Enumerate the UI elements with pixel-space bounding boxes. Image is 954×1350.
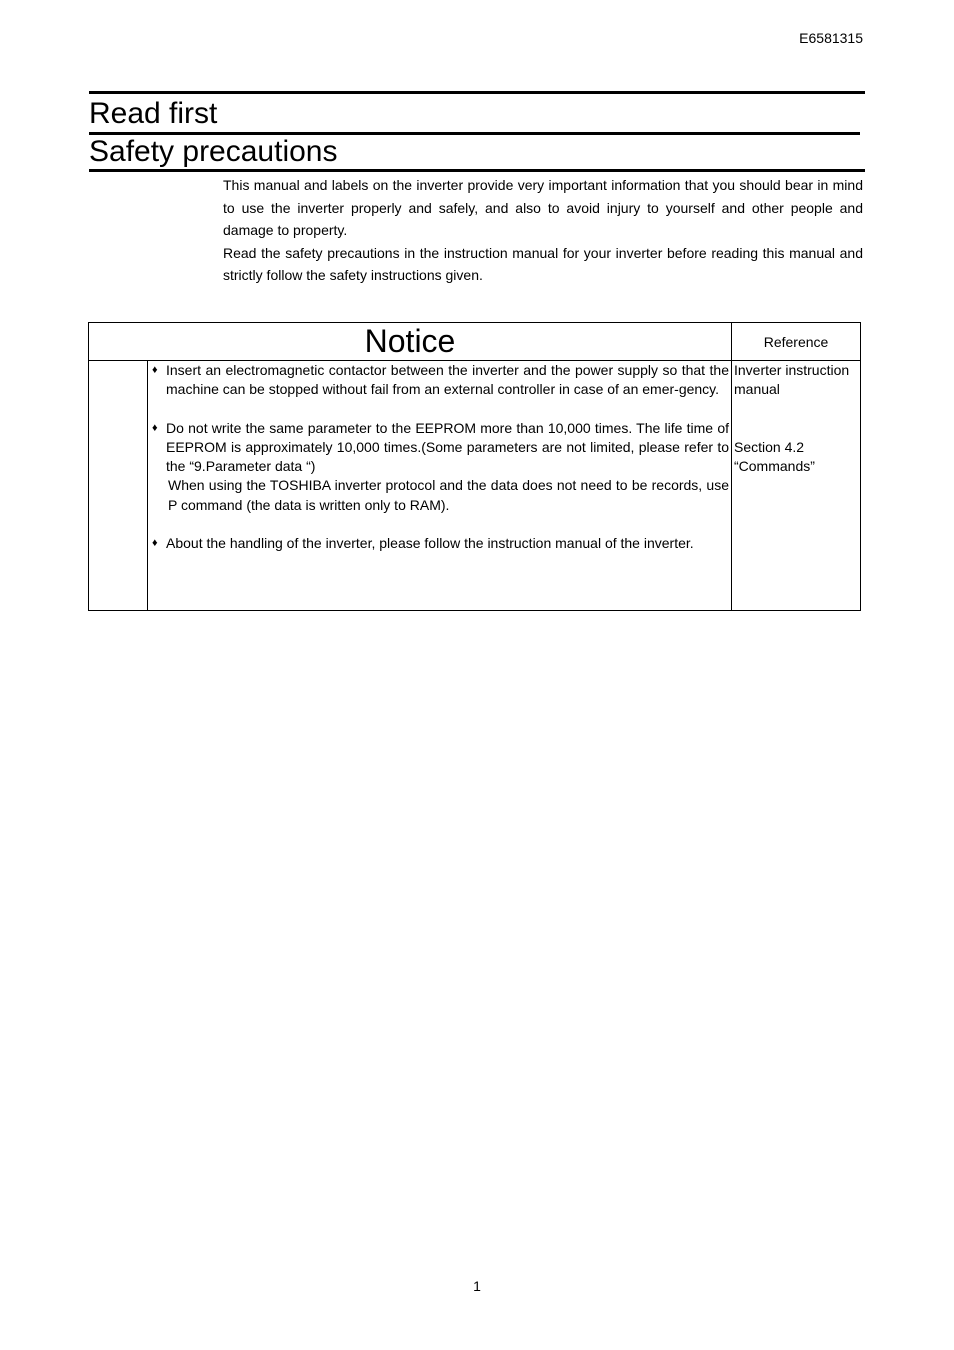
reference-cell [732,361,861,611]
notice-item [148,419,731,515]
notice-heading: Notice [89,323,732,361]
notice-header-row [89,323,861,361]
reference-1-line-1: Inverter instruction [734,362,850,378]
notice-item [148,534,731,553]
page-title-safety-precautions: Safety precautions [89,135,338,168]
reference-1-line-2: manual [734,381,780,398]
notice-item-subtext: When using the TOSHIBA inverter protocol and the data does not need to be records, use P command (the data is written only to RAM). [168,477,729,513]
intro-paragraph-2: Read the safety precautions in the instruction manual for your inverter before reading this manual and strictly follow the safety instructions given. [223,244,863,283]
bullet-diamond-icon: ♦ [152,537,158,550]
bullet-diamond-icon: ♦ [152,364,158,376]
intro-text [223,174,863,287]
notice-item-text: About the handling of the inverter, please follow the instruction manual of the inverter. [166,535,694,552]
notice-body-row [89,361,861,611]
bottom-rule [89,169,865,172]
title-block [89,91,865,172]
symbol-cell [89,361,148,611]
notice-item [148,361,731,400]
notice-item-text: Do not write the same parameter to the EEPROM more than 10,000 times. The life time of EEPROM is approximately 10,000 times.(Some parameters are not limited, please refer to the “9.Parameter data “) [166,419,729,475]
reference-heading: Reference [732,323,861,361]
reference-2-line-1: Section 4.2 [734,439,805,456]
top-rule [89,91,865,94]
intro-paragraph-1: This manual and labels on the inverter provide very important information that you should bear in mind to use the inverter properly and safely, and also to avoid injury to yourself and other people and damage to property. [223,177,863,238]
notice-table [88,322,861,611]
document-id: E6581315 [799,30,863,46]
bullet-diamond-icon: ♦ [152,421,158,434]
page-number: 1 [473,1278,481,1294]
notice-items-cell [148,361,732,611]
notice-item-text: Insert an electromagnetic contactor between the inverter and the power supply so that the machine can be stopped without fail from an external controller in case of an emer-gency. [166,362,729,398]
page-title-read-first: Read first [89,97,218,130]
reference-2-line-2: “Commands” [734,458,815,475]
